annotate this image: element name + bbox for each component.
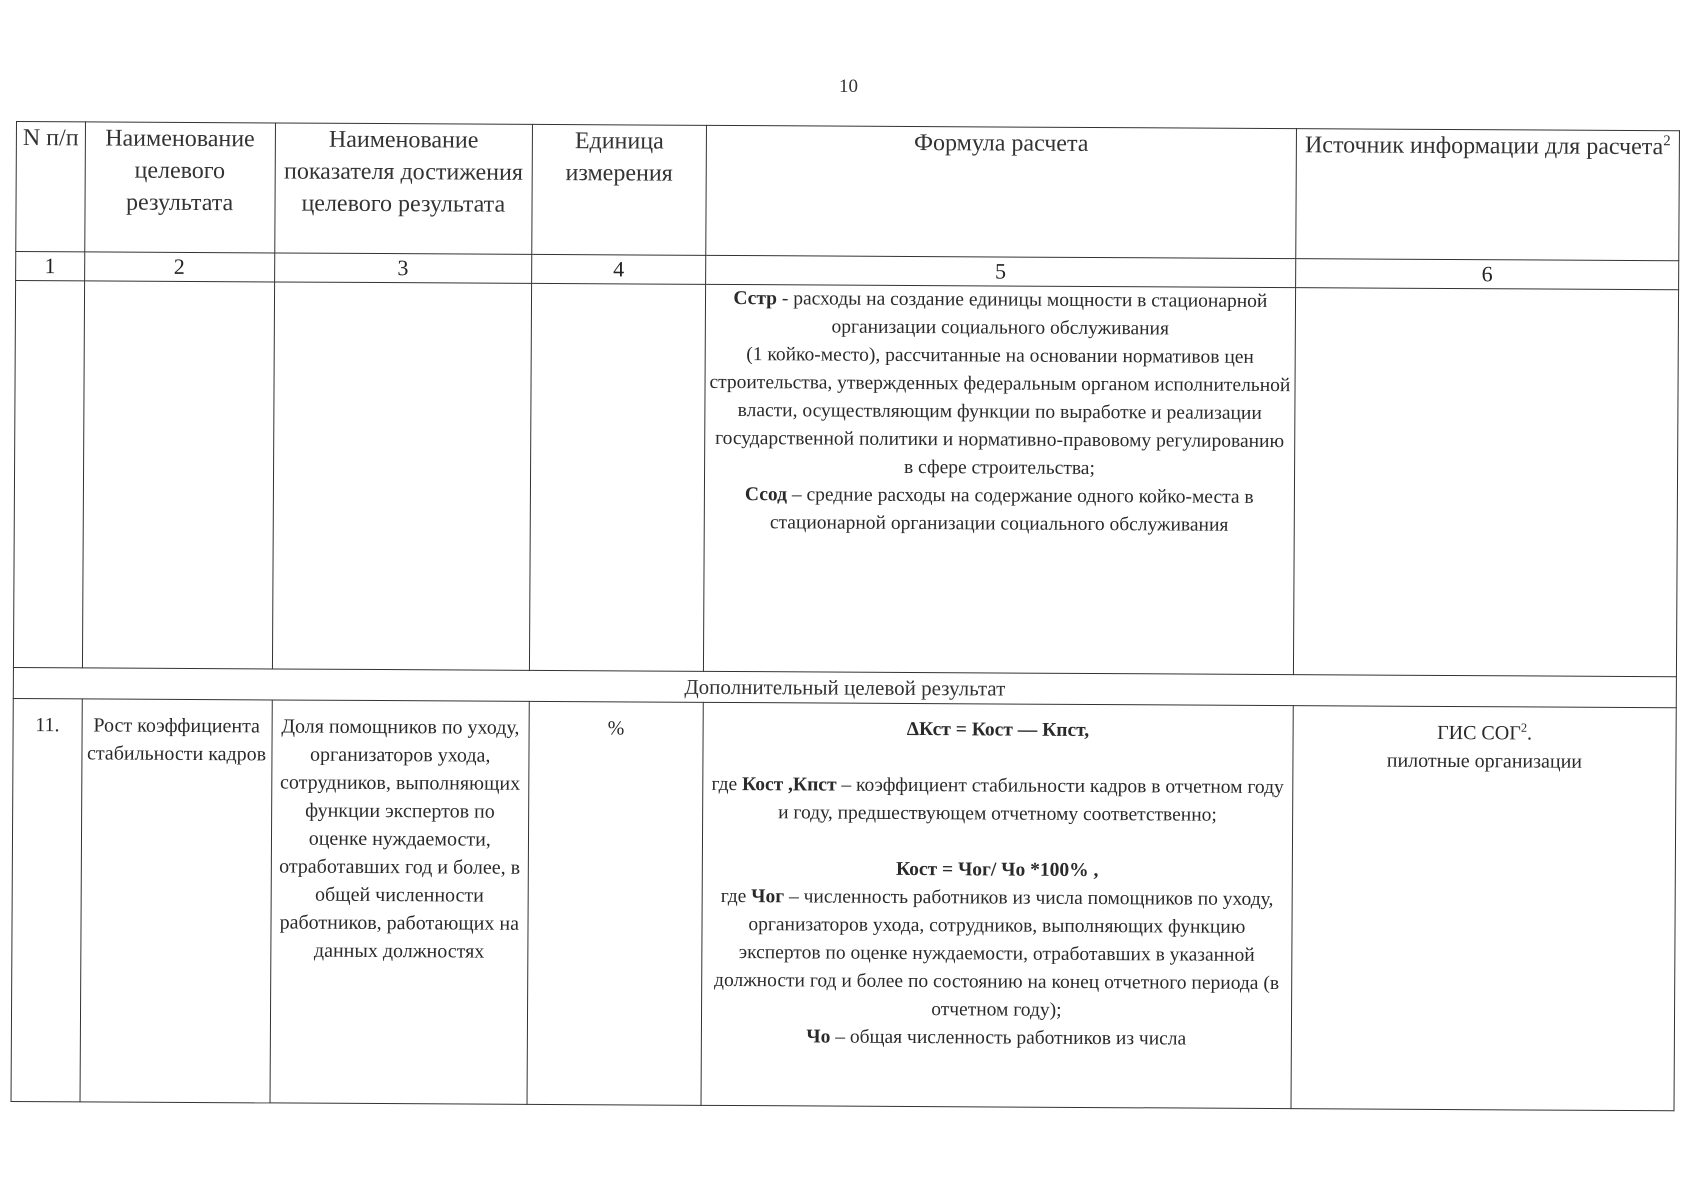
source-name: ГИС СОГ [1437, 721, 1521, 745]
continued-row [13, 281, 1678, 677]
page-number: 10 [839, 76, 858, 97]
empty-cell [13, 281, 84, 668]
header-unit: Единица измерения [532, 124, 707, 255]
where1-definition: – коэффициент стабильности кадров в отчетном году и году, предшествующем отчетному соответственно; [778, 774, 1284, 826]
column-number: 1 [16, 252, 85, 281]
unit: % [527, 701, 703, 1105]
table-row [11, 698, 1676, 1110]
header-target-result: Наименование целевого результата [84, 122, 275, 253]
column-number: 2 [84, 252, 274, 282]
source-tail: . [1526, 722, 1533, 745]
cstr-symbol: Сстр [733, 288, 778, 310]
where1-prefix: где [711, 773, 743, 796]
where3-definition: – общая численность работников из числа [830, 1026, 1187, 1050]
csod-symbol: Ссод [744, 484, 788, 506]
cstr-definition: - расходы на создание единицы мощности в стационарной организации социального обслуживания [776, 288, 1268, 340]
formula-delta: ΔКст = Кост — Кпст, [906, 718, 1090, 742]
source-cell [1291, 706, 1676, 1111]
row-number: 11. [11, 698, 82, 1101]
where2-prefix: где [720, 885, 752, 908]
section-title: Дополнительный целевой результат [13, 667, 1676, 707]
header-formula: Формула расчета [706, 125, 1297, 258]
where2-symbol: Чог [751, 886, 785, 908]
formula-continued-cell [703, 284, 1295, 674]
header-source-text: Источник информации для расчета [1304, 132, 1664, 161]
where1-symbols: Кост ,Кпст [741, 774, 837, 796]
empty-cell [82, 281, 274, 669]
csod-definition: – средние расходы на содержание одного койко-места в стационарной организации социального обслуживания [769, 484, 1254, 536]
indicator-table [11, 121, 1680, 1111]
column-number: 3 [274, 253, 532, 283]
empty-cell [529, 283, 705, 671]
target-result: Рост коэффициента стабильности кадров [80, 699, 272, 1103]
formula-cell [701, 702, 1293, 1108]
header-source [1296, 129, 1680, 261]
column-number: 6 [1296, 259, 1679, 290]
footnote-mark: 2 [1663, 133, 1671, 150]
column-number: 4 [532, 254, 706, 284]
cstr-definition-cont: (1 койко-место), рассчитанные на основании нормативов цен строительства, утвержденных федеральным органом исполнительной власти, осуществляющим функции по выработке и реализации государственной политики и нормативно-правовому регулированию в сфере строительства; [709, 344, 1291, 480]
header-indicator-name: Наименование показателя достижения целевого результата [274, 123, 532, 254]
indicator-name: Доля помощников по уходу, организаторов ухода, сотрудников, выполняющих функции экспертов по оценке нуждаемости, отработавших год и более, в общей численности работников, работающих на данных должностях [270, 700, 530, 1104]
where3-symbol: Чо [806, 1026, 831, 1048]
table-header-row [16, 122, 1680, 261]
source-line2: пилотные организации [1386, 749, 1583, 773]
where2-definition: – численность работников из числа помощников по уходу, организаторов ухода, сотрудников, выполняющих функцию экспертов по оценке нуждаемости, отработавших в указанной должности год и более по состоянию на конец отчетного периода (в отчетном году); [714, 886, 1280, 1021]
empty-cell [272, 282, 532, 670]
empty-cell [1293, 288, 1678, 677]
formula-coefficient: Кост = Чог/ Чо *100% , [895, 858, 1099, 882]
header-row-number: N п/п [16, 122, 85, 252]
column-number: 5 [705, 255, 1295, 287]
source-footnote-mark: 2 [1520, 720, 1528, 735]
